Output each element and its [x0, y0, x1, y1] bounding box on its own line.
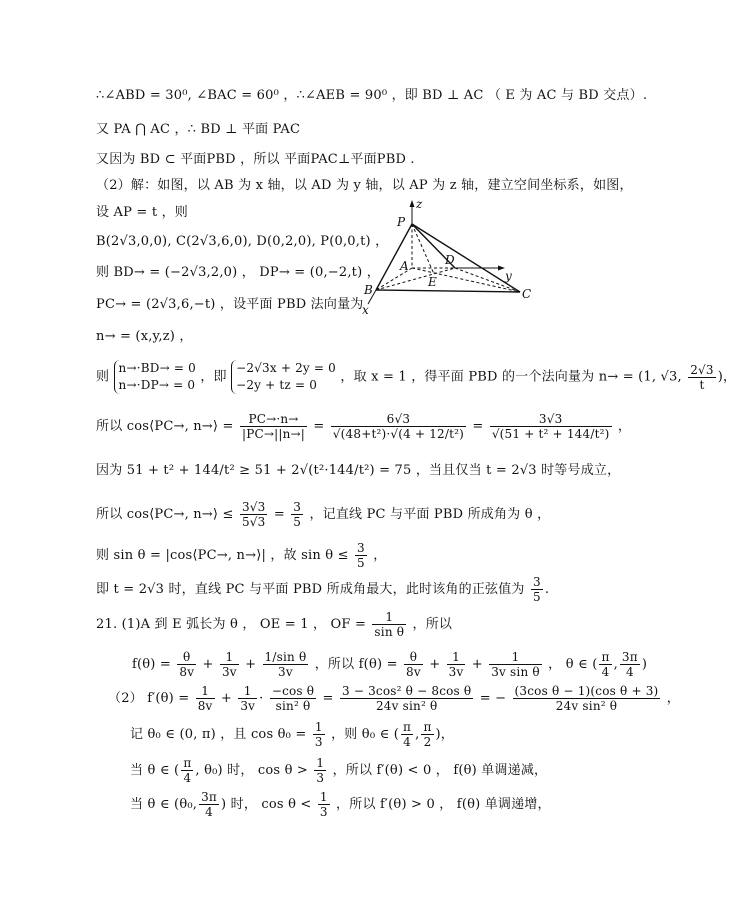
label-c: C — [522, 287, 532, 301]
label-d: D — [445, 253, 455, 267]
solution-intro: （2）解：如图，以 AB 为 x 轴，以 AD 为 y 轴，以 AP 为 z 轴，建立空间坐标系，如图， — [96, 178, 633, 193]
edge-pb — [376, 224, 412, 290]
conclusion-line: 即 t = 2√3 时，直线 PC 与平面 PBD 所成角最大，此时该角的正弦值为 $\frac{3}{5}$ . — [96, 575, 550, 604]
theta0-definition: 记 θ₀ ∈ (0, π) ，且 cos θ₀ = $\frac{1}{3}$ ，则 θ₀ ∈ ( $\frac{\pi}{4}$ , $\frac{\pi}{2}$ )， — [130, 720, 455, 749]
vector-pc: PC→ = (2√3,6,−t) ，设平面 PBD 法向量为 — [96, 297, 364, 312]
increasing-interval: 当 θ ∈ (θ₀, $\frac{3\pi}{4}$ ) 时， cos θ < $\frac{1}{3}$ ，所以 f′(θ) > 0 ， f(θ) 单调递增， — [130, 790, 551, 819]
set-ap: 设 AP = t ，则 — [96, 205, 188, 220]
label-p: P — [397, 215, 406, 229]
inequality-line: 因为 51 + t² + 144/t² ≥ 51 + 2√(t²·144/t²) = 75 ，当且仅当 t = 2√3 时等号成立， — [96, 463, 621, 478]
linear-system: −2√3x + 2y = 0 −2y + tz = 0 — [231, 360, 336, 394]
cos-angle-line: 所以 cos⟨PC→, n→⟩ = $\frac{PC\to\cdot n\to}{|PC\to||n\to|}$ = $\frac{6√3}{\text{√(48+t²)·√(4 + 12/t²)}}$ = $\frac{3√3}{\text{√(51 + t² + 144/t²)}}$ ， — [96, 412, 632, 441]
edge-bd-hidden — [376, 268, 455, 290]
label-b: B — [364, 283, 373, 297]
proof-line-2: 又 PA ⋂ AC ，∴ BD ⊥ 平面 PAC — [96, 122, 301, 137]
vectors-bd-dp: 则 BD→ = (−2√3,2,0) ， DP→ = (0,−2,t) ， — [96, 265, 380, 280]
label-y: y — [505, 269, 512, 283]
cos-bound-line: 所以 cos⟨PC→, n→⟩ ≤ $\frac{3√3}{5√3}$ = $\frac{3}{5}$ ，记直线 PC 与平面 PBD 所成角为 θ ， — [96, 500, 551, 529]
sin-bound-line: 则 sin θ = |cos⟨PC→, n→⟩| ，故 sin θ ≤ $\frac{3}{5}$ ， — [96, 541, 387, 570]
edge-bc — [376, 290, 520, 292]
pyramid-diagram — [350, 198, 550, 318]
label-a: A — [400, 259, 409, 273]
y-arrow — [498, 266, 505, 271]
z-arrow — [410, 200, 415, 207]
proof-line-1: ∴∠ABD = 30⁰, ∠BAC = 60⁰ ，∴∠AEB = 90⁰ ，即 BD ⊥ AC （ E 为 AC 与 BD 交点）. — [96, 88, 648, 103]
pyramid-figure — [350, 198, 550, 318]
f-theta-definition: f(θ) = $\frac{\theta}{8v}$ + $\frac{1}{3v}$ + $\frac{\text{1/sin θ}}{3v}$ ，所以 f(θ) = $\frac{\theta}{8v}$ + $\frac{1}{3v}$ + $\frac{1}{\text{3v sin θ}}$ ， θ ∈ ( $\frac{\pi}{4}$ , $\frac{3\pi}{4}$ ) — [132, 650, 648, 679]
problem-21-part1: 21. (1)A 到 E 弧长为 θ ， OE = 1 ， OF = $\frac{1}{\text{sin θ}}$ ，所以 — [96, 610, 453, 639]
label-e: E — [428, 275, 437, 289]
label-z: z — [416, 197, 423, 211]
fraction: $\frac{2√3}{t}$ — [690, 362, 714, 392]
normal-vector-def: n→ = (x,y,z) ， — [96, 329, 193, 344]
system-line: 则 n→·BD→ = 0 n→·DP→ = 0 ，即 −2√3x + 2y = 0 −2y + tz = 0 ，取 x = 1 ，得平面 PBD 的一个法向量为 n→ = (1, √3, $\frac{2√3}{t}$ )， — [96, 361, 736, 392]
point-coordinates: B(2√3,0,0), C(2√3,6,0), D(0,2,0), P(0,0,t) ， — [96, 234, 389, 249]
decreasing-interval: 当 θ ∈ ( $\frac{\pi}{4}$ , θ₀) 时， cos θ > $\frac{1}{3}$ ，所以 f′(θ) < 0 ， f(θ) 单调递减， — [130, 756, 548, 785]
proof-line-3: 又因为 BD ⊂ 平面PBD ，所以 平面PAC⊥平面PBD . — [96, 152, 415, 167]
label-x: x — [362, 303, 369, 317]
dot-product-system: n→·BD→ = 0 n→·DP→ = 0 — [114, 360, 196, 394]
f-prime-line: （2） f′(θ) = $\frac{1}{8v}$ + $\frac{1}{3v}$ · $\frac{\text{−cos θ}}{\text{sin² θ}}$ = $\frac{\text{3 − 3cos² θ − 8cos θ}}{\text{24v sin² θ}}$ = − $\frac{\text{(3cos θ − 1)(cos θ + 3)}}{\text{24v sin² θ}}$ ， — [108, 684, 680, 713]
